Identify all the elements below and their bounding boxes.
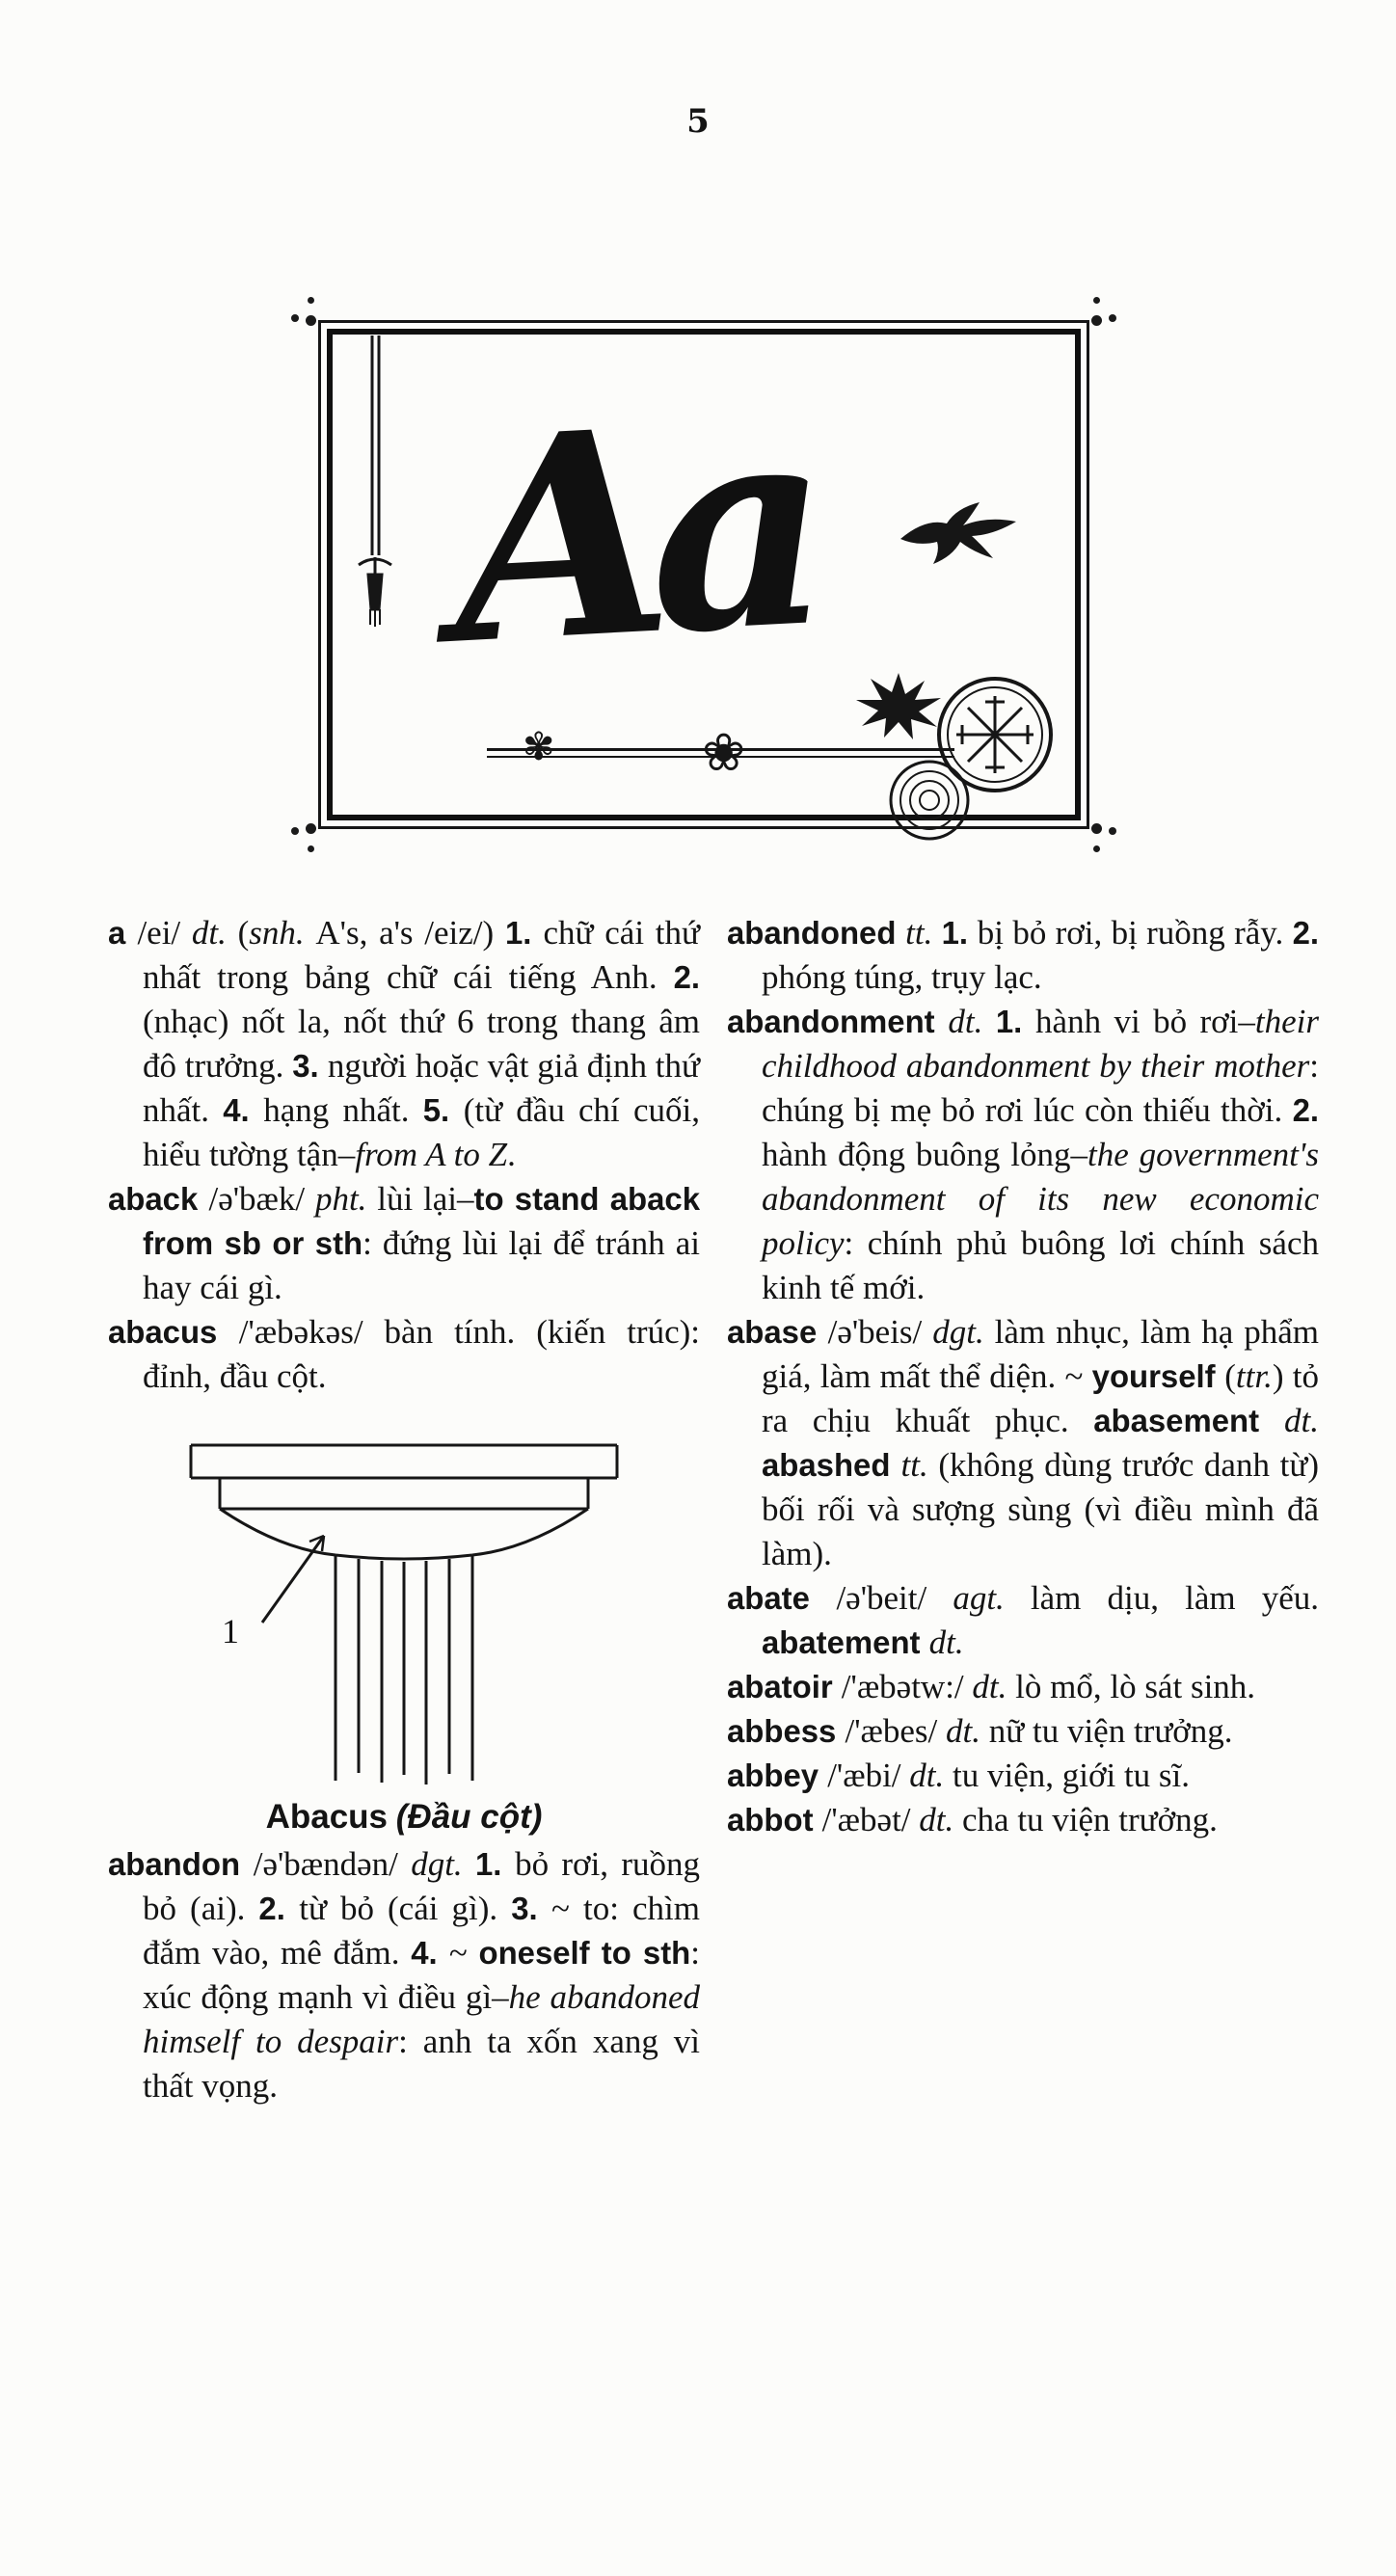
entry-text-run: (từ đầu chí cuối, hiểu tường tận– <box>143 1091 700 1173</box>
entry-text-run: nữ tu viện trưởng. <box>988 1712 1233 1750</box>
entry-text-run: bỏ rơi, ruồng bỏ (ai). <box>143 1845 700 1927</box>
ornamental-plate <box>318 320 1089 829</box>
entry-text-run: 4. <box>223 1092 264 1128</box>
entry-text-run: abacus <box>108 1314 239 1350</box>
entry-text-run: ( <box>237 914 250 952</box>
entry-text-run: abandoned <box>727 915 906 951</box>
entry-text-run: abate <box>727 1580 837 1616</box>
entry-text-run: he abandoned himself to despair <box>143 1978 700 2060</box>
abacus-illustration <box>177 1420 631 1788</box>
entry-text-run: 5. <box>422 1092 464 1128</box>
dictionary-entry <box>727 1576 1319 1665</box>
dictionary-entry <box>727 1000 1319 1310</box>
figure-label: 1 <box>222 1612 239 1650</box>
entry-text-run: dt. <box>1284 1402 1319 1439</box>
dictionary-entry <box>108 1177 700 1310</box>
entry-text-run: 1. <box>941 915 978 951</box>
entry-text-run: làm nhục, làm hạ phẩm giá, làm mất thể diện. ~ <box>762 1313 1320 1395</box>
entry-text-run: từ bỏ (cái gì). <box>299 1890 512 1927</box>
entry-text-run: abashed <box>762 1447 901 1483</box>
entry-text-run: hành động buông lỏng– <box>762 1136 1087 1173</box>
flower-icon: ❀ <box>702 722 746 783</box>
corner-dots-icon <box>1091 297 1116 326</box>
entry-text-run: : đứng lùi lại để tránh ai hay cái gì. <box>143 1224 700 1306</box>
entry-text-run: 2. <box>1292 1092 1319 1128</box>
entry-text-run: A's, a's /eiz/) <box>315 914 505 952</box>
entry-text-run: hành vi bỏ rơi– <box>1035 1003 1255 1040</box>
section-letter: Aa <box>444 361 818 708</box>
entry-text-run: /ei/ <box>137 914 192 952</box>
entry-text-run: abandon <box>108 1846 254 1882</box>
corner-dots-icon <box>291 297 316 326</box>
entry-text-run: their childhood abandonment by their mother <box>762 1003 1320 1085</box>
entry-text-run: 1. <box>504 915 544 951</box>
entry-text-run: bị bỏ rơi, bị ruồng rẫy. <box>977 914 1293 952</box>
entry-text-run: /ə'beit/ <box>836 1579 953 1617</box>
entries-right <box>727 911 1319 1842</box>
entries-left-bottom <box>108 1842 700 2108</box>
entries-left-top <box>108 911 700 1399</box>
entry-text-run: /'æbes/ <box>845 1712 947 1750</box>
figure-caption-note: (Đầu cột) <box>395 1798 543 1836</box>
entry-text-run: chữ cái thứ nhất trong bảng chữ cái tiếng Anh. <box>143 914 700 996</box>
entry-text-run: abbess <box>727 1713 846 1749</box>
entry-text-run: abatoir <box>727 1669 842 1704</box>
entry-text-run: abatement <box>762 1624 929 1660</box>
corner-dots-icon <box>1091 823 1116 852</box>
dictionary-entry <box>727 1310 1319 1576</box>
entry-text-run: abase <box>727 1314 828 1350</box>
entry-text-run: the government's abandonment of its new economic policy <box>762 1136 1319 1262</box>
dictionary-entry <box>108 1310 700 1399</box>
entry-text-run: agt. <box>953 1579 1031 1617</box>
medallion-icon <box>879 665 1064 850</box>
entry-text-run: 3. <box>511 1891 552 1926</box>
entry-text-run: 2. <box>258 1891 300 1926</box>
entry-text-run: tt. <box>905 914 942 952</box>
bird-icon <box>893 498 1028 581</box>
entry-text-run: to stand aback from sb or sth <box>143 1181 700 1261</box>
entry-text-run: /ə'bæk/ <box>208 1180 315 1218</box>
dictionary-entry <box>108 1842 700 2108</box>
entry-text-run: . <box>507 1136 516 1173</box>
figure-caption <box>108 1794 700 1840</box>
entry-text-run: người hoặc vật giả định thứ nhất. <box>143 1047 700 1129</box>
entry-text-run: yourself <box>1091 1358 1225 1394</box>
entry-text-run: dt. <box>928 1623 964 1661</box>
entry-text-run: hạng nhất. <box>263 1091 423 1129</box>
entry-text-run: dgt. <box>932 1313 995 1351</box>
dictionary-entry <box>727 911 1319 1000</box>
entry-text-run: ( <box>1224 1357 1236 1395</box>
entry-text-run: 4. <box>411 1935 449 1971</box>
entry-text-run: oneself to sth <box>478 1935 691 1971</box>
entry-text-run: dt. <box>919 1801 962 1838</box>
entry-text-run: from A to Z <box>355 1136 508 1173</box>
entry-text-run: dt. <box>946 1712 989 1750</box>
entry-text-run: /'æbət/ <box>821 1801 920 1838</box>
entry-text-run: cha tu viện trưởng. <box>962 1801 1218 1838</box>
entry-text-run: /'æbətw:/ <box>841 1668 973 1705</box>
dictionary-entry <box>727 1665 1319 1709</box>
entry-text-run: phóng túng, trụy lạc. <box>762 958 1042 996</box>
dictionary-entry <box>108 911 700 1177</box>
entry-text-run: 1. <box>474 1846 516 1882</box>
entry-text-run: : anh ta xốn xang vì thất vọng. <box>143 2023 700 2105</box>
tassel-icon <box>349 335 401 636</box>
entry-text-run: (không dùng trước danh từ) bối rối và sượng sùng (vì điều mình đã làm). <box>762 1446 1319 1572</box>
entry-text-run: lò mổ, lò sát sinh. <box>1015 1668 1256 1705</box>
entry-text-run: tt. <box>900 1446 939 1484</box>
entry-text-run: ~ <box>448 1934 479 1972</box>
entry-text-run: abasement <box>1093 1403 1285 1438</box>
dictionary-entry <box>727 1754 1319 1798</box>
entry-text-run: : xúc động mạnh vì điều gì– <box>143 1934 700 2016</box>
dictionary-entry <box>727 1709 1319 1754</box>
figure-caption-word: Abacus <box>265 1798 389 1836</box>
entry-text-run: /'æbi/ <box>827 1757 910 1794</box>
entry-text-run: dgt. <box>411 1845 475 1883</box>
entry-text-run: 2. <box>673 959 700 995</box>
page-number: 5 <box>686 102 710 141</box>
entry-text-run: pht. <box>314 1180 378 1218</box>
entry-text-run: abbot <box>727 1802 822 1838</box>
entry-text-run: dt. <box>909 1757 953 1794</box>
entry-text-run: /ə'beis/ <box>827 1313 933 1351</box>
entry-text-run: /ə'bændən/ <box>253 1845 412 1883</box>
entry-text-run: ttr. <box>1235 1357 1273 1395</box>
entry-text-run: (nhạc) nốt la, nốt thứ 6 trong thang âm đô trưởng. <box>143 1003 700 1085</box>
entry-text-run: a <box>108 915 138 951</box>
dictionary-entry <box>727 1798 1319 1842</box>
dictionary-column-right <box>727 911 1319 1842</box>
entry-text-run: dt. <box>972 1668 1016 1705</box>
entry-text-run: dt. <box>948 1003 996 1040</box>
entry-text-run: tu viện, giới tu sĩ. <box>953 1757 1191 1794</box>
abacus-figure <box>177 1420 631 1788</box>
dictionary-column-left <box>108 911 700 2108</box>
entry-text-run: 3. <box>292 1048 328 1084</box>
entry-text-run: abandonment <box>727 1004 949 1039</box>
entry-text-run: ~ to: chìm đắm vào, mê đắm. <box>143 1890 700 1972</box>
entry-text-run: làm dịu, làm yếu. <box>1030 1579 1319 1617</box>
entry-text-run: : chính phủ buông lơi chính sách kinh tế mới. <box>762 1224 1319 1306</box>
flower-icon: ✾ <box>523 725 555 769</box>
corner-dots-icon <box>291 823 316 852</box>
entry-text-run: abbey <box>727 1758 828 1793</box>
entry-text-run: 1. <box>995 1004 1036 1039</box>
entry-text-run: snh. <box>249 914 316 952</box>
entry-text-run: dt. <box>191 914 238 952</box>
entry-text-run: lùi lại– <box>377 1180 474 1218</box>
entry-text-run: 2. <box>1292 915 1319 951</box>
entry-text-run: : chúng bị mẹ bỏ rơi lúc còn thiếu thời. <box>762 1047 1319 1129</box>
entry-text-run: ) tỏ ra chịu khuất phục. <box>762 1357 1319 1439</box>
entry-text-run: /'æbəkəs/ bàn tính. (kiến trúc): đỉnh, đầu cột. <box>143 1313 700 1395</box>
entry-text-run: aback <box>108 1181 209 1217</box>
